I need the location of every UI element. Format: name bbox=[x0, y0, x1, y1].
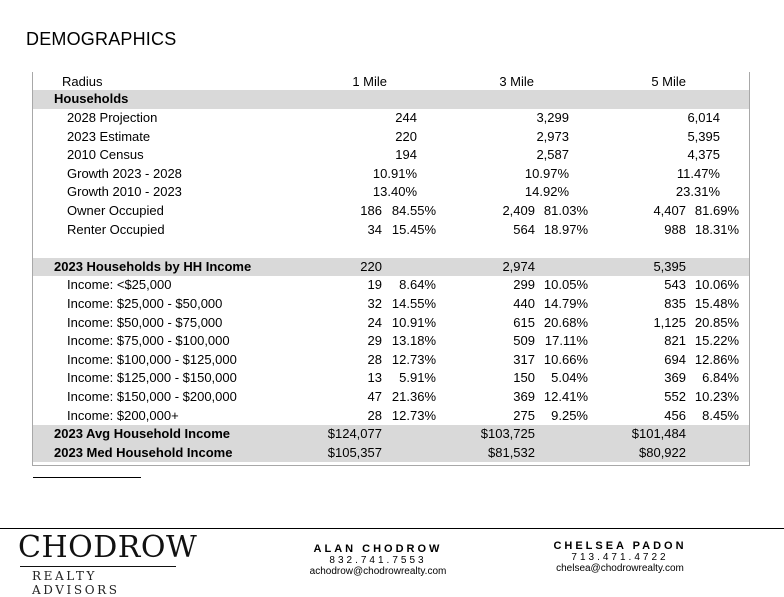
percent-5-mile: 81.69% bbox=[694, 203, 739, 218]
value-3-mile: 440 bbox=[513, 296, 535, 311]
section-title: 2023 Households by HH Income bbox=[54, 258, 252, 274]
percent-3-mile: 18.97% bbox=[543, 221, 588, 237]
percent-1-mile: 8.64% bbox=[399, 277, 436, 293]
value-5-mile: 694 bbox=[664, 351, 686, 367]
value-1-mile: 28 bbox=[367, 407, 382, 423]
value-1-mile: 47 bbox=[367, 389, 382, 404]
percent-3-mile: 10.05% bbox=[543, 277, 588, 293]
logo-wordmark: CHODROW bbox=[18, 530, 198, 565]
row-label: Income: $125,000 - $150,000 bbox=[67, 370, 237, 386]
value-3-mile: 615 bbox=[513, 314, 535, 330]
value-1-mile: $124,077 bbox=[327, 426, 382, 442]
value-3-mile: 3,299 bbox=[536, 110, 569, 125]
households-section-header bbox=[33, 90, 749, 109]
value-5-mile: 11.47% bbox=[676, 165, 720, 181]
value-1-mile: 13.40% bbox=[372, 184, 417, 200]
row-label: Income: $25,000 - $50,000 bbox=[67, 296, 223, 311]
value-1-mile: 28 bbox=[367, 351, 382, 367]
footnote-divider bbox=[33, 477, 141, 478]
table-row bbox=[33, 332, 749, 351]
row-label: Growth 2010 - 2023 bbox=[67, 184, 182, 200]
row-label: Renter Occupied bbox=[67, 221, 165, 237]
contact-chelsea bbox=[540, 540, 700, 574]
table-header-row bbox=[33, 73, 749, 92]
value-5-mile: 6,014 bbox=[687, 110, 720, 125]
percent-5-mile: 10.23% bbox=[694, 389, 739, 404]
percent-1-mile: 13.18% bbox=[391, 333, 436, 349]
percent-3-mile: 5.04% bbox=[551, 370, 588, 386]
value-3-mile: 299 bbox=[513, 277, 535, 293]
row-label: Income: $200,000+ bbox=[67, 407, 179, 423]
table-row bbox=[33, 295, 749, 314]
percent-5-mile: 6.84% bbox=[702, 370, 739, 386]
contact-email[interactable]: achodrow@chodrowrealty.com bbox=[309, 566, 447, 577]
footer-divider bbox=[0, 528, 784, 529]
table-row bbox=[33, 146, 749, 165]
section-title: Households bbox=[54, 91, 129, 107]
row-label: 2023 Med Household Income bbox=[54, 444, 233, 460]
percent-3-mile: 9.25% bbox=[551, 407, 588, 423]
value-1-mile: 34 bbox=[367, 221, 382, 237]
value-1-mile: 244 bbox=[395, 110, 417, 125]
value-1-mile: 13 bbox=[367, 370, 382, 386]
contact-email[interactable]: chelsea@chodrowrealty.com bbox=[556, 563, 684, 574]
percent-1-mile: 5.91% bbox=[399, 370, 436, 386]
percent-3-mile: 20.68% bbox=[543, 314, 588, 330]
col-1-mile-header: 1 Mile bbox=[352, 73, 387, 89]
col-5-mile-header: 5 Mile bbox=[651, 73, 686, 89]
value-3-mile: 150 bbox=[513, 370, 535, 386]
row-label: Income: $75,000 - $100,000 bbox=[67, 333, 230, 349]
table-row bbox=[33, 183, 749, 202]
table-row bbox=[33, 351, 749, 370]
percent-3-mile: 12.41% bbox=[543, 389, 588, 404]
value-5-mile: 821 bbox=[664, 333, 686, 349]
value-3-mile: 14.92% bbox=[524, 184, 569, 200]
income-section-header bbox=[33, 258, 749, 277]
value-3-mile: 564 bbox=[513, 221, 535, 237]
value-5-mile: 1,125 bbox=[653, 314, 686, 330]
percent-5-mile: 12.86% bbox=[694, 351, 739, 367]
value-1-mile: $105,357 bbox=[327, 444, 382, 460]
row-label: Income: $50,000 - $75,000 bbox=[67, 314, 223, 330]
value-5-mile: 552 bbox=[664, 389, 686, 404]
page-title: DEMOGRAPHICS bbox=[26, 29, 177, 49]
percent-1-mile: 12.73% bbox=[391, 407, 436, 423]
total-5-mile: 5,395 bbox=[653, 258, 686, 274]
demographics-table bbox=[32, 72, 750, 466]
row-label: 2023 Estimate bbox=[67, 128, 151, 144]
value-1-mile: 19 bbox=[367, 277, 382, 293]
percent-1-mile: 10.91% bbox=[391, 314, 436, 330]
value-1-mile: 32 bbox=[367, 296, 382, 311]
table-row bbox=[33, 202, 749, 221]
percent-1-mile: 12.73% bbox=[391, 351, 436, 367]
percent-5-mile: 15.22% bbox=[694, 333, 739, 349]
value-5-mile: 23.31% bbox=[675, 184, 720, 200]
value-1-mile: 186 bbox=[360, 203, 382, 218]
value-3-mile: 317 bbox=[513, 351, 535, 367]
contact-alan bbox=[300, 543, 456, 577]
contact-name: CHELSEA PADON bbox=[553, 540, 687, 552]
row-label: Owner Occupied bbox=[67, 203, 164, 218]
percent-3-mile: 81.03% bbox=[543, 203, 588, 218]
row-label: Growth 2023 - 2028 bbox=[67, 165, 182, 181]
table-row bbox=[33, 369, 749, 388]
table-row bbox=[33, 276, 749, 295]
percent-1-mile: 15.45% bbox=[391, 221, 436, 237]
value-5-mile: 988 bbox=[664, 221, 686, 237]
value-5-mile: 369 bbox=[664, 370, 686, 386]
contact-name: ALAN CHODROW bbox=[313, 543, 443, 555]
row-label: 2023 Avg Household Income bbox=[54, 426, 231, 442]
total-3-mile: 2,974 bbox=[502, 258, 535, 274]
row-label: 2028 Projection bbox=[67, 110, 158, 125]
med-income-row bbox=[33, 444, 749, 463]
table-row bbox=[33, 407, 749, 426]
avg-income-row bbox=[33, 425, 749, 444]
value-5-mile: 4,407 bbox=[653, 203, 686, 218]
company-logo bbox=[18, 530, 198, 597]
percent-5-mile: 8.45% bbox=[702, 407, 739, 423]
value-5-mile: $101,484 bbox=[631, 426, 686, 442]
value-3-mile: 2,973 bbox=[536, 128, 569, 144]
value-5-mile: $80,922 bbox=[639, 444, 686, 460]
row-label: 2010 Census bbox=[67, 147, 144, 163]
radius-header: Radius bbox=[62, 73, 103, 89]
value-3-mile: 275 bbox=[513, 407, 535, 423]
row-label: Income: $100,000 - $125,000 bbox=[67, 351, 237, 367]
percent-5-mile: 15.48% bbox=[694, 296, 739, 311]
contact-phone: 713.471.4722 bbox=[571, 552, 669, 563]
row-label: Income: <$25,000 bbox=[67, 277, 172, 293]
value-5-mile: 5,395 bbox=[687, 128, 720, 144]
percent-3-mile: 17.11% bbox=[544, 333, 588, 349]
percent-1-mile: 21.36% bbox=[391, 389, 436, 404]
contact-phone: 832.741.7553 bbox=[329, 555, 427, 566]
value-3-mile: $81,532 bbox=[488, 444, 535, 460]
value-5-mile: 456 bbox=[664, 407, 686, 423]
table-row bbox=[33, 165, 749, 184]
percent-1-mile: 14.55% bbox=[391, 296, 436, 311]
row-label: Income: $150,000 - $200,000 bbox=[67, 389, 237, 404]
total-1-mile: 220 bbox=[360, 258, 382, 274]
value-1-mile: 220 bbox=[395, 128, 417, 144]
percent-3-mile: 14.79% bbox=[543, 296, 588, 311]
percent-5-mile: 20.85% bbox=[694, 314, 739, 330]
value-1-mile: 194 bbox=[395, 147, 417, 163]
percent-1-mile: 84.55% bbox=[391, 203, 436, 218]
logo-rule bbox=[20, 566, 176, 567]
table-row bbox=[33, 221, 749, 240]
value-1-mile: 29 bbox=[367, 333, 382, 349]
table-row bbox=[33, 109, 749, 128]
value-5-mile: 4,375 bbox=[687, 147, 720, 163]
value-3-mile: 2,409 bbox=[502, 203, 535, 218]
value-5-mile: 543 bbox=[664, 277, 686, 293]
table-row bbox=[33, 388, 749, 407]
value-5-mile: 835 bbox=[664, 296, 686, 311]
percent-3-mile: 10.66% bbox=[543, 351, 588, 367]
value-1-mile: 10.91% bbox=[372, 165, 417, 181]
value-1-mile: 24 bbox=[367, 314, 382, 330]
value-3-mile: 509 bbox=[513, 333, 535, 349]
col-3-mile-header: 3 Mile bbox=[499, 73, 534, 89]
value-3-mile: 2,587 bbox=[536, 147, 569, 163]
value-3-mile: 10.97% bbox=[524, 165, 569, 181]
value-3-mile: 369 bbox=[513, 389, 535, 404]
table-row bbox=[33, 128, 749, 147]
percent-5-mile: 18.31% bbox=[694, 221, 739, 237]
value-3-mile: $103,725 bbox=[480, 426, 535, 442]
table-row bbox=[33, 314, 749, 333]
logo-tagline: REALTY ADVISORS bbox=[32, 569, 120, 597]
percent-5-mile: 10.06% bbox=[694, 277, 739, 293]
